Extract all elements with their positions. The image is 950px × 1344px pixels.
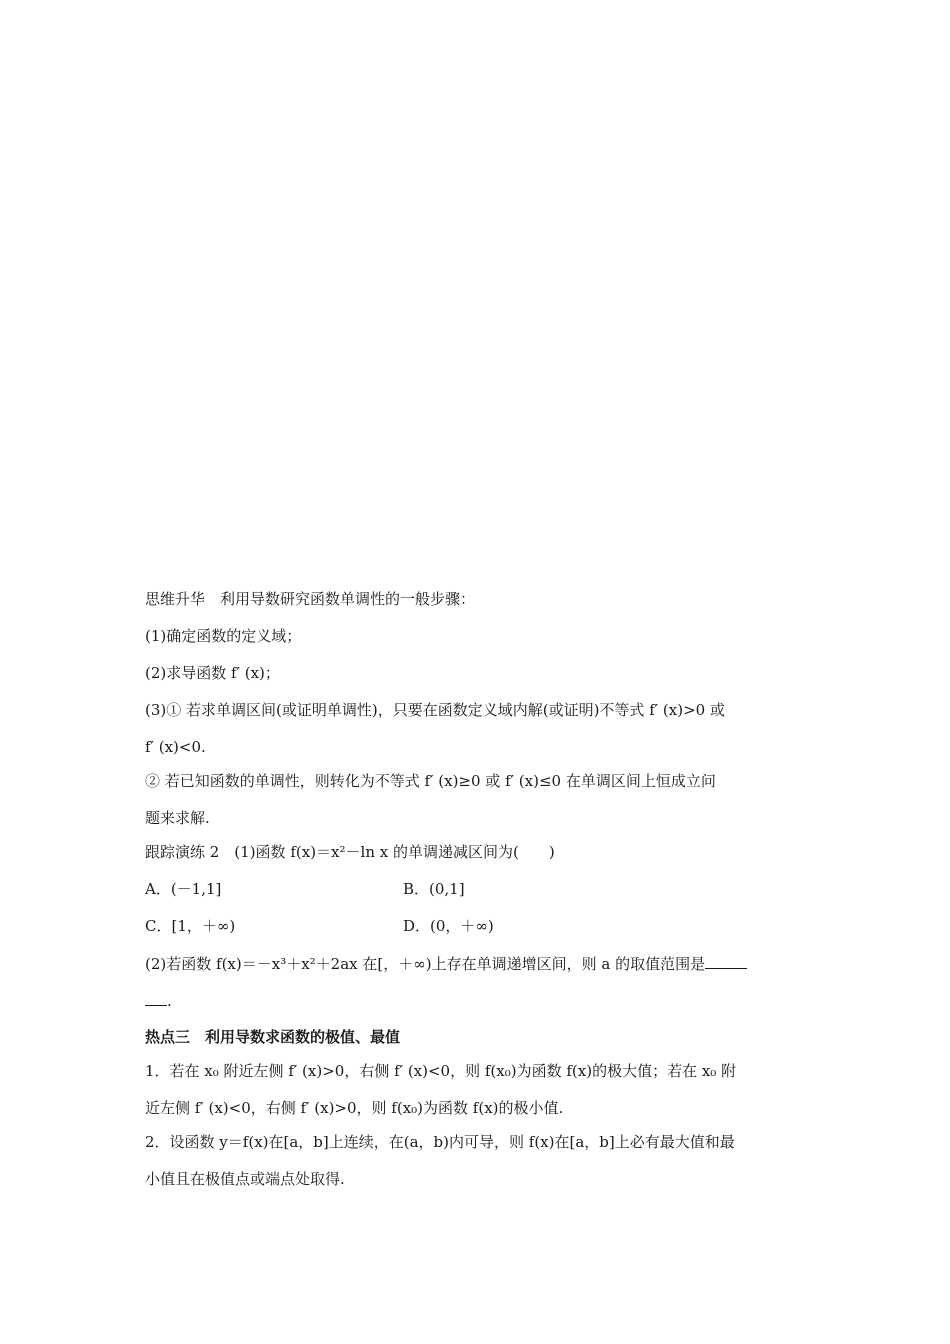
answer-blank-part-2 — [145, 989, 167, 1006]
page-content — [145, 588, 810, 1205]
options-row-2 — [145, 915, 810, 937]
question-2-text: (2)若函数 f(x)＝－x³＋x²＋2ax 在[，＋∞)上存在单调递增区间，则 a 的取值范围是 — [145, 955, 706, 973]
answer-blank-part-1 — [705, 952, 747, 969]
step-3-line-2: f′ (x)<0. — [145, 738, 206, 756]
point-1-line-2: 近左侧 f′ (x)<0，右侧 f′ (x)>0，则 f(x₀)为函数 f(x)的极小值. — [145, 1099, 564, 1117]
step-1: (1)确定函数的定义域； — [145, 627, 302, 645]
options-row-1 — [145, 878, 810, 900]
step-3-line-3: ② 若已知函数的单调性，则转化为不等式 f′ (x)≥0 或 f′ (x)≤0 在单调区间上恒成立问 — [145, 772, 716, 790]
option-b: B．(0,1] — [403, 880, 465, 898]
exercise-question-1: 跟踪演练 2 (1)函数 f(x)＝x²－ln x 的单调递减区间为( ) — [145, 843, 555, 861]
point-1-line-1: 1．若在 x₀ 附近左侧 f′ (x)>0，右侧 f′ (x)<0，则 f(x₀)为函数 f(x)的极大值；若在 x₀ 附 — [145, 1062, 737, 1080]
option-c: C．[1，＋∞) — [145, 917, 236, 935]
step-3-line-1: (3)① 若求单调区间(或证明单调性)，只要在函数定义域内解(或证明)不等式 f′ (x)>0 或 — [145, 701, 725, 719]
step-2: (2)求导函数 f′ (x)； — [145, 664, 280, 682]
option-a: A．(－1,1] — [145, 880, 222, 898]
exercise-question-2 — [145, 952, 810, 974]
method-summary-title: 思维升华 利用导数研究函数单调性的一般步骤： — [145, 590, 476, 608]
step-3-line-4: 题来求解. — [145, 809, 210, 827]
point-2-line-2: 小值且在极值点或端点处取得. — [145, 1170, 345, 1188]
option-d: D．(0，＋∞) — [403, 917, 494, 935]
question-2-end: . — [167, 992, 172, 1010]
point-2-line-1: 2．设函数 y＝f(x)在[a，b]上连续，在(a，b)内可导，则 f(x)在[a，b]上必有最大值和最 — [145, 1133, 735, 1151]
exercise-question-2-continued — [145, 989, 810, 1011]
section-heading: 热点三 利用导数求函数的极值、最值 — [145, 1028, 401, 1046]
